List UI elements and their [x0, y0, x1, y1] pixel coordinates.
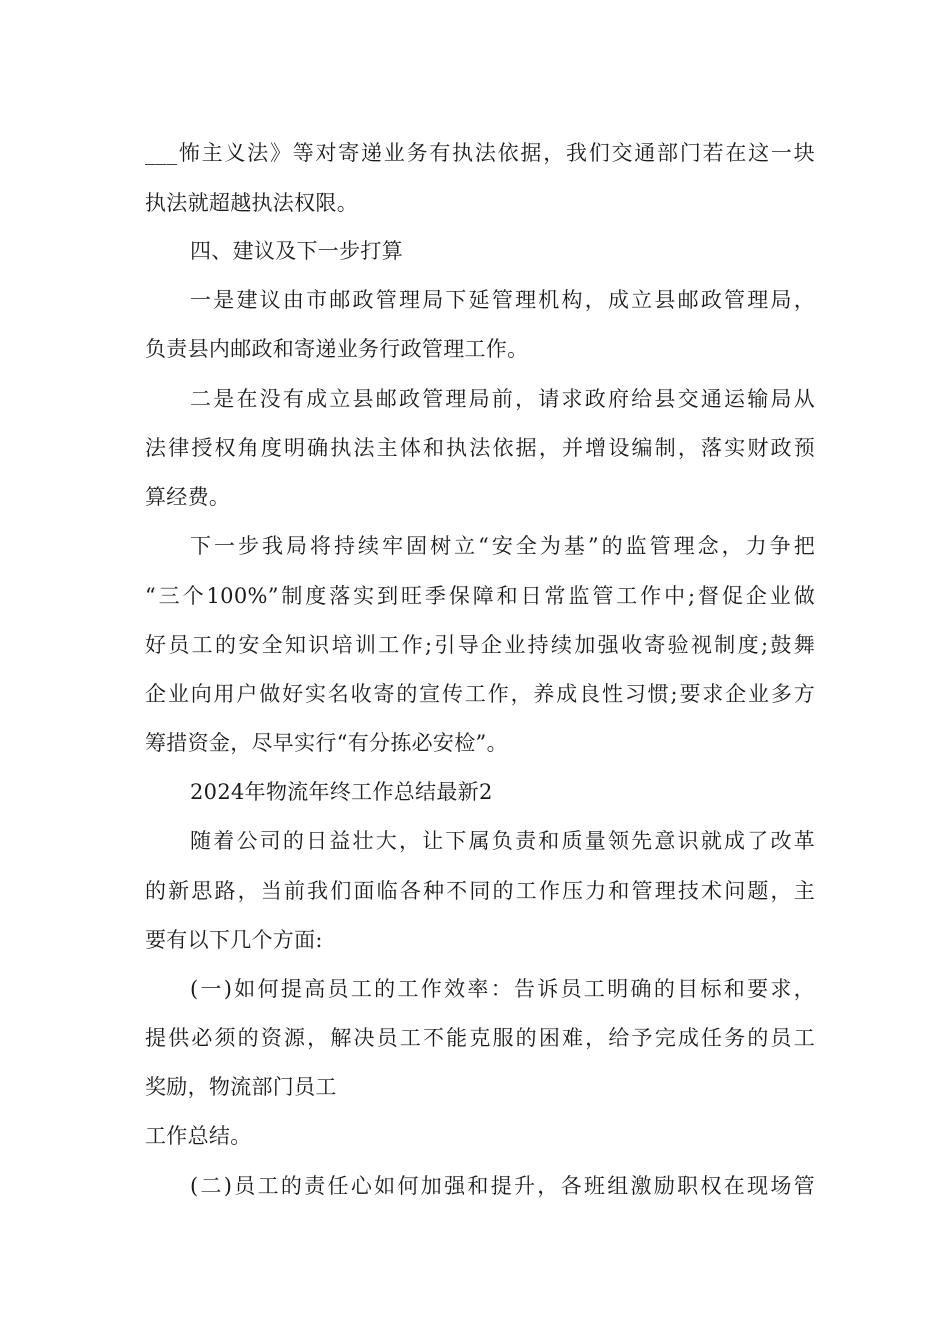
paragraph-line: 执法就超越执法权限。: [145, 191, 358, 215]
paragraph-line: 法律授权角度明确执法主体和执法依据，并增设编制，落实财政预: [145, 436, 815, 460]
paragraph-line: ___怖主义法》等对寄递业务有执法依据，我们交通部门若在这一块: [145, 141, 815, 165]
paragraph-line: 随着公司的日益壮大，让下属负责和质量领先意识就成了改革: [190, 829, 815, 853]
paragraph-line: 好员工的安全知识培训工作;引导企业持续加强收寄验视制度;鼓舞: [145, 633, 815, 657]
paragraph-line: 奖励，物流部门员工: [145, 1075, 337, 1099]
section-heading: 四、建议及下一步打算: [190, 239, 403, 263]
section-title: 2024年物流年终工作总结最新2: [190, 780, 493, 804]
paragraph-line: 企业向用户做好实名收寄的宣传工作，养成良性习惯;要求企业多方: [145, 682, 815, 706]
paragraph-line: 工作总结。: [145, 1124, 252, 1148]
paragraph-line: (二)员工的责任心如何加强和提升，各班组激励职权在现场管: [190, 1174, 815, 1198]
paragraph-line: 筹措资金，尽早实行“有分拣必安检”。: [145, 731, 508, 755]
paragraph-line: 提供必须的资源，解决员工不能克服的困难，给予完成任务的员工: [145, 1026, 815, 1050]
paragraph-line: 要有以下几个方面:: [145, 928, 323, 952]
paragraph-line: (一)如何提高员工的工作效率：告诉员工明确的目标和要求，: [190, 977, 815, 1001]
paragraph-line: “三个100%”制度落实到旺季保障和日常监管工作中;督促企业做: [145, 584, 815, 608]
paragraph-line: 二是在没有成立县邮政管理局前，请求政府给县交通运输局从: [190, 387, 815, 411]
paragraph-line: 下一步我局将持续牢固树立“安全为基”的监管理念，力争把: [190, 534, 815, 558]
paragraph-line: 一是建议由市邮政管理局下延管理机构，成立县邮政管理局，: [190, 288, 815, 312]
paragraph-line: 负责县内邮政和寄递业务行政管理工作。: [145, 337, 529, 361]
paragraph-line: 的新思路，当前我们面临各种不同的工作压力和管理技术问题，主: [145, 879, 815, 903]
paragraph-line: 算经费。: [145, 485, 231, 509]
